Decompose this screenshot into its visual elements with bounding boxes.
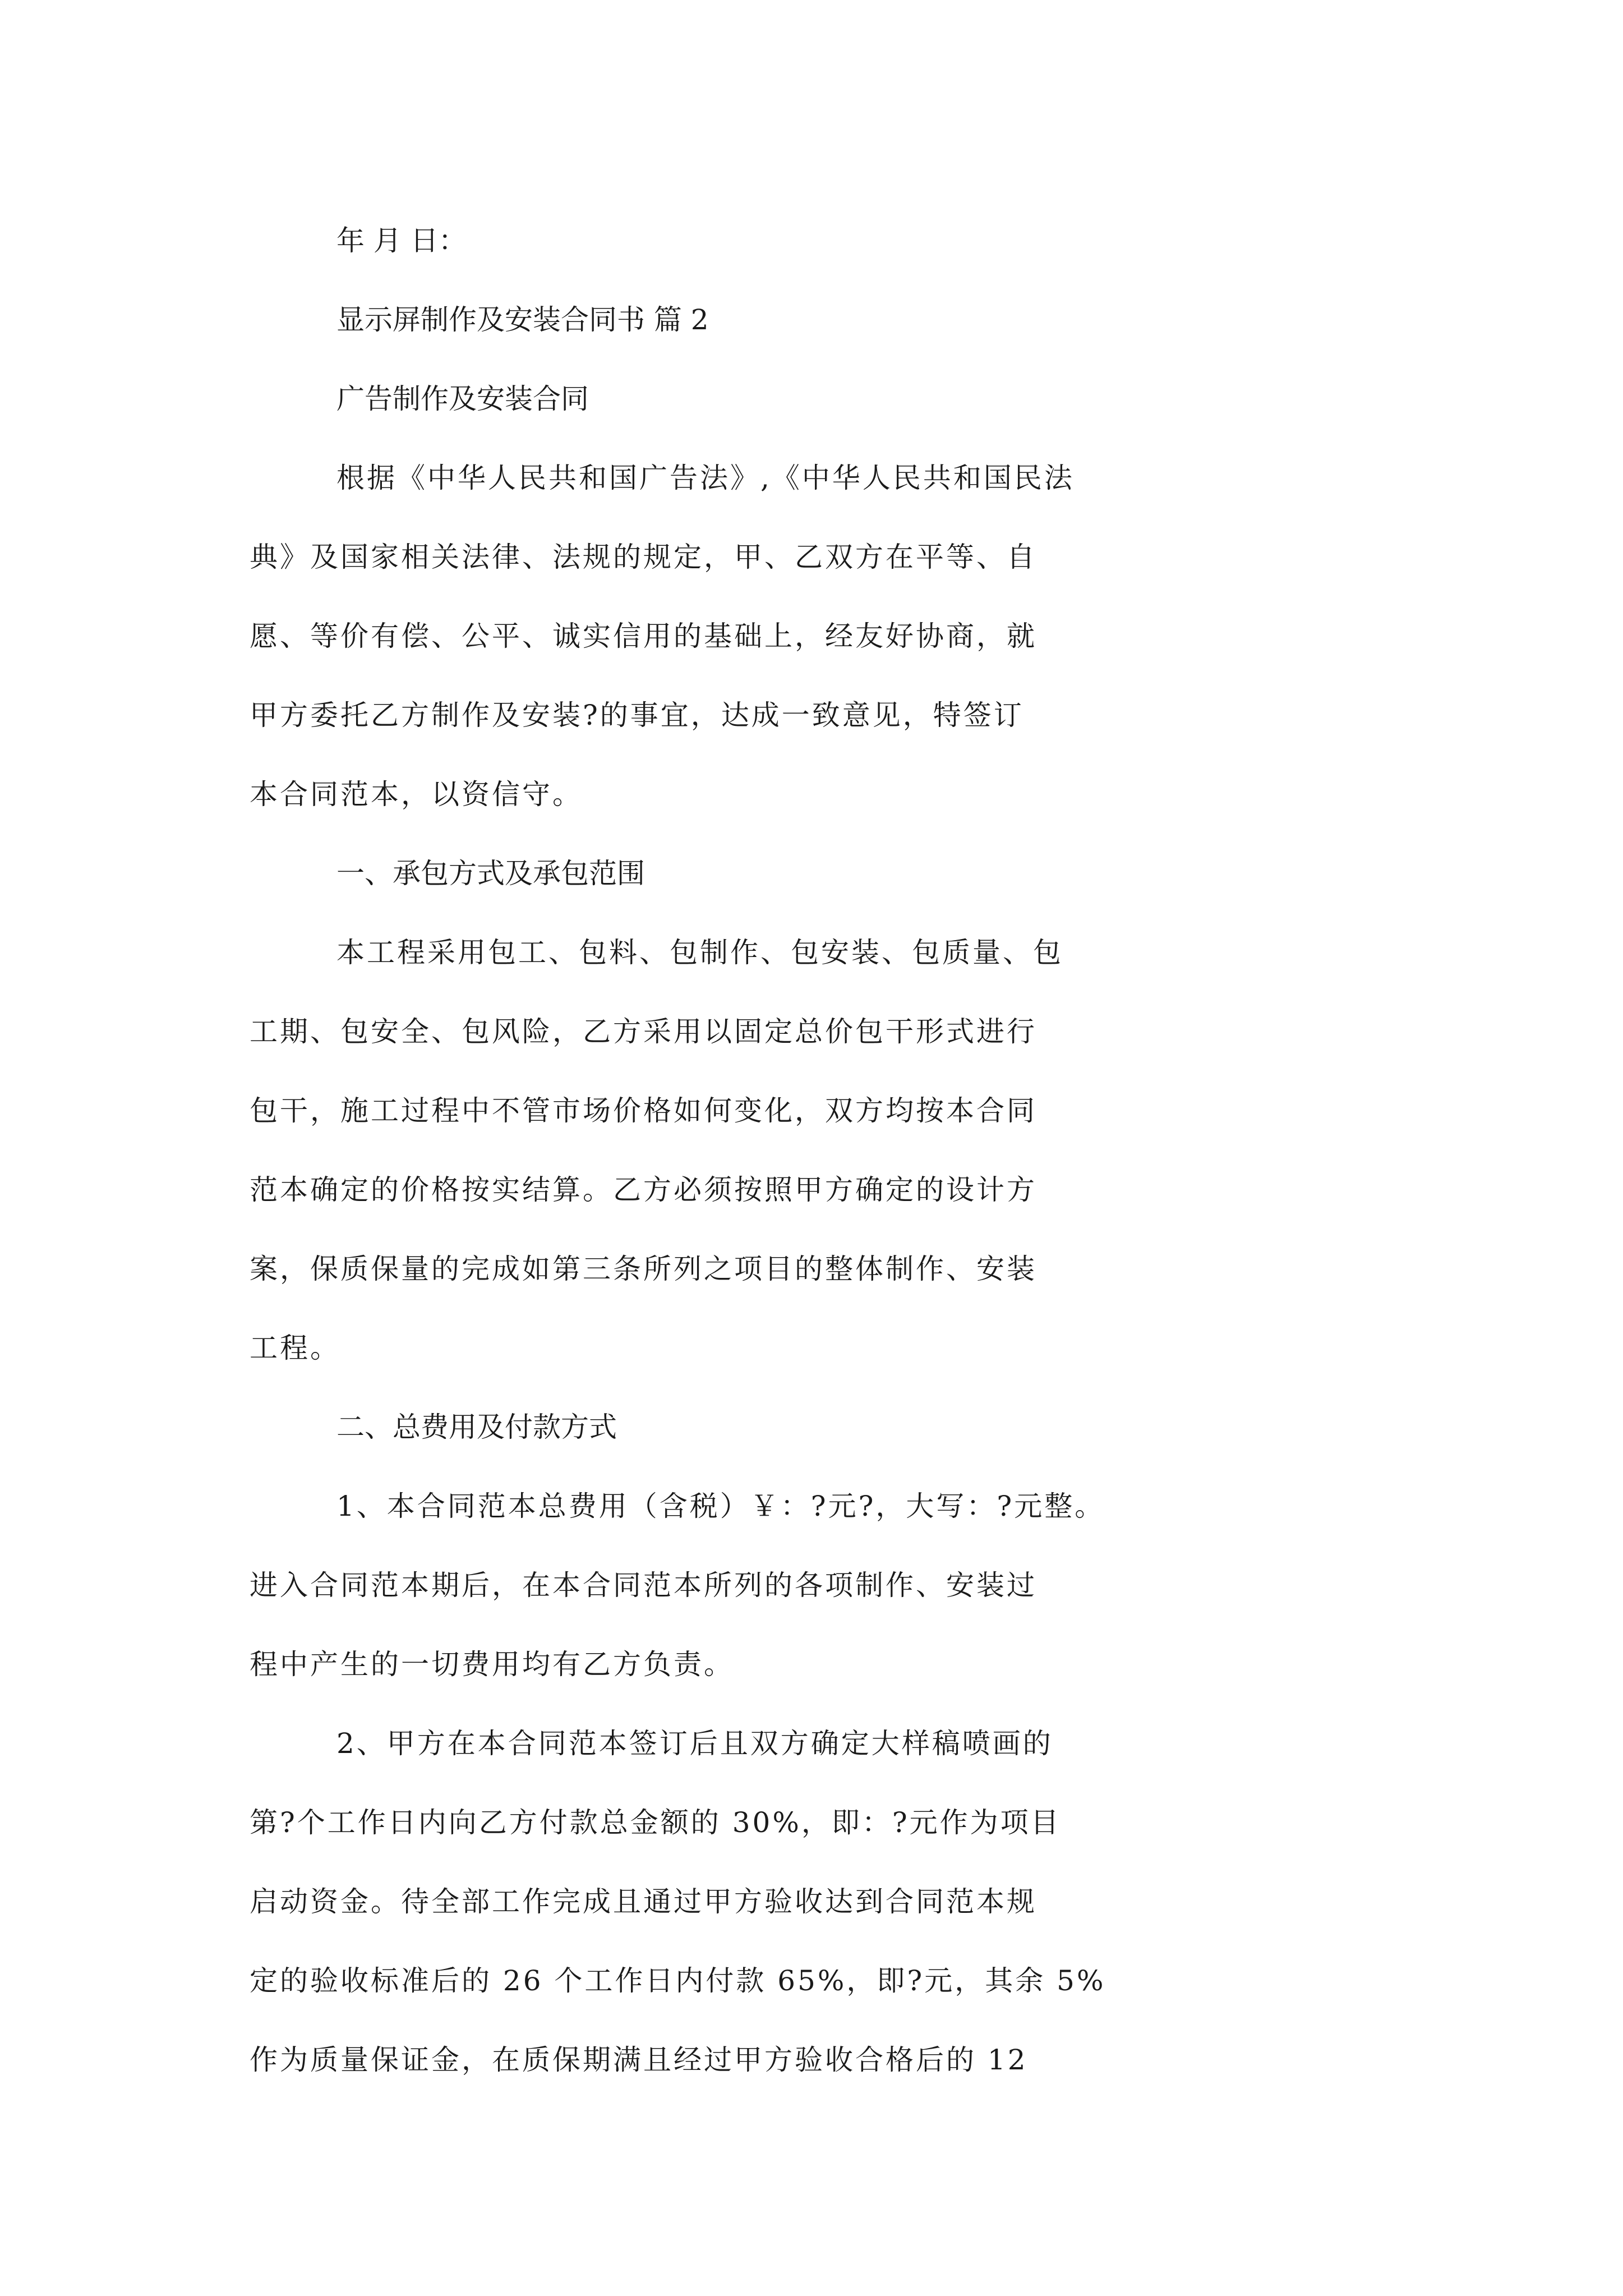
paragraph-line: 本合同范本，以资信守。 [250, 778, 583, 811]
paragraph-line: 包干，施工过程中不管市场价格如何变化，双方均按本合同 [250, 1094, 1037, 1127]
paragraph-line: 工期、包安全、包风险，乙方采用以固定总价包干形式进行 [250, 1015, 1037, 1048]
clause-heading: 一、承包方式及承包范围 [336, 857, 645, 890]
paragraph-line: 甲方委托乙方制作及安装?的事宜，达成一致意见，特签订 [250, 699, 1024, 731]
paragraph-line: 根据《中华人民共和国广告法》,《中华人民共和国民法 [336, 462, 1075, 494]
paragraph-line: 本工程采用包工、包料、包制作、包安装、包质量、包 [336, 936, 1063, 969]
paragraph-line: 典》及国家相关法律、法规的规定，甲、乙双方在平等、自 [250, 541, 1037, 573]
paragraph-line: 案，保质保量的完成如第三条所列之项目的整体制作、安装 [250, 1253, 1037, 1285]
section-title: 显示屏制作及安装合同书 篇 2 [336, 303, 709, 336]
paragraph-line: 愿、等价有偿、公平、诚实信用的基础上，经友好协商，就 [250, 620, 1037, 652]
paragraph-line: 进入合同范本期后，在本合同范本所列的各项制作、安装过 [250, 1569, 1037, 1602]
paragraph-line: 定的验收标准后的 26 个工作日内付款 65%，即?元，其余 5% [250, 1964, 1106, 1997]
paragraph-line: 范本确定的价格按实结算。乙方必须按照甲方确定的设计方 [250, 1174, 1037, 1206]
contract-title: 广告制作及安装合同 [336, 383, 589, 415]
date-line: 年 月 日： [336, 224, 467, 257]
paragraph-line: 工程。 [250, 1332, 340, 1364]
paragraph-line: 启动资金。待全部工作完成且通过甲方验收达到合同范本规 [250, 1885, 1037, 1918]
paragraph-line: 第?个工作日内向乙方付款总金额的 30%，即：?元作为项目 [250, 1806, 1061, 1839]
paragraph-line: 1、本合同范本总费用（含税）￥：?元?，大写：?元整。 [336, 1490, 1105, 1522]
clause-heading: 二、总费用及付款方式 [336, 1411, 617, 1443]
paragraph-line: 作为质量保证金，在质保期满且经过甲方验收合格后的 12 [250, 2044, 1028, 2076]
paragraph-line: 程中产生的一切费用均有乙方负责。 [250, 1648, 734, 1681]
paragraph-line: 2、甲方在本合同范本签订后且双方确定大样稿喷画的 [336, 1727, 1053, 1760]
